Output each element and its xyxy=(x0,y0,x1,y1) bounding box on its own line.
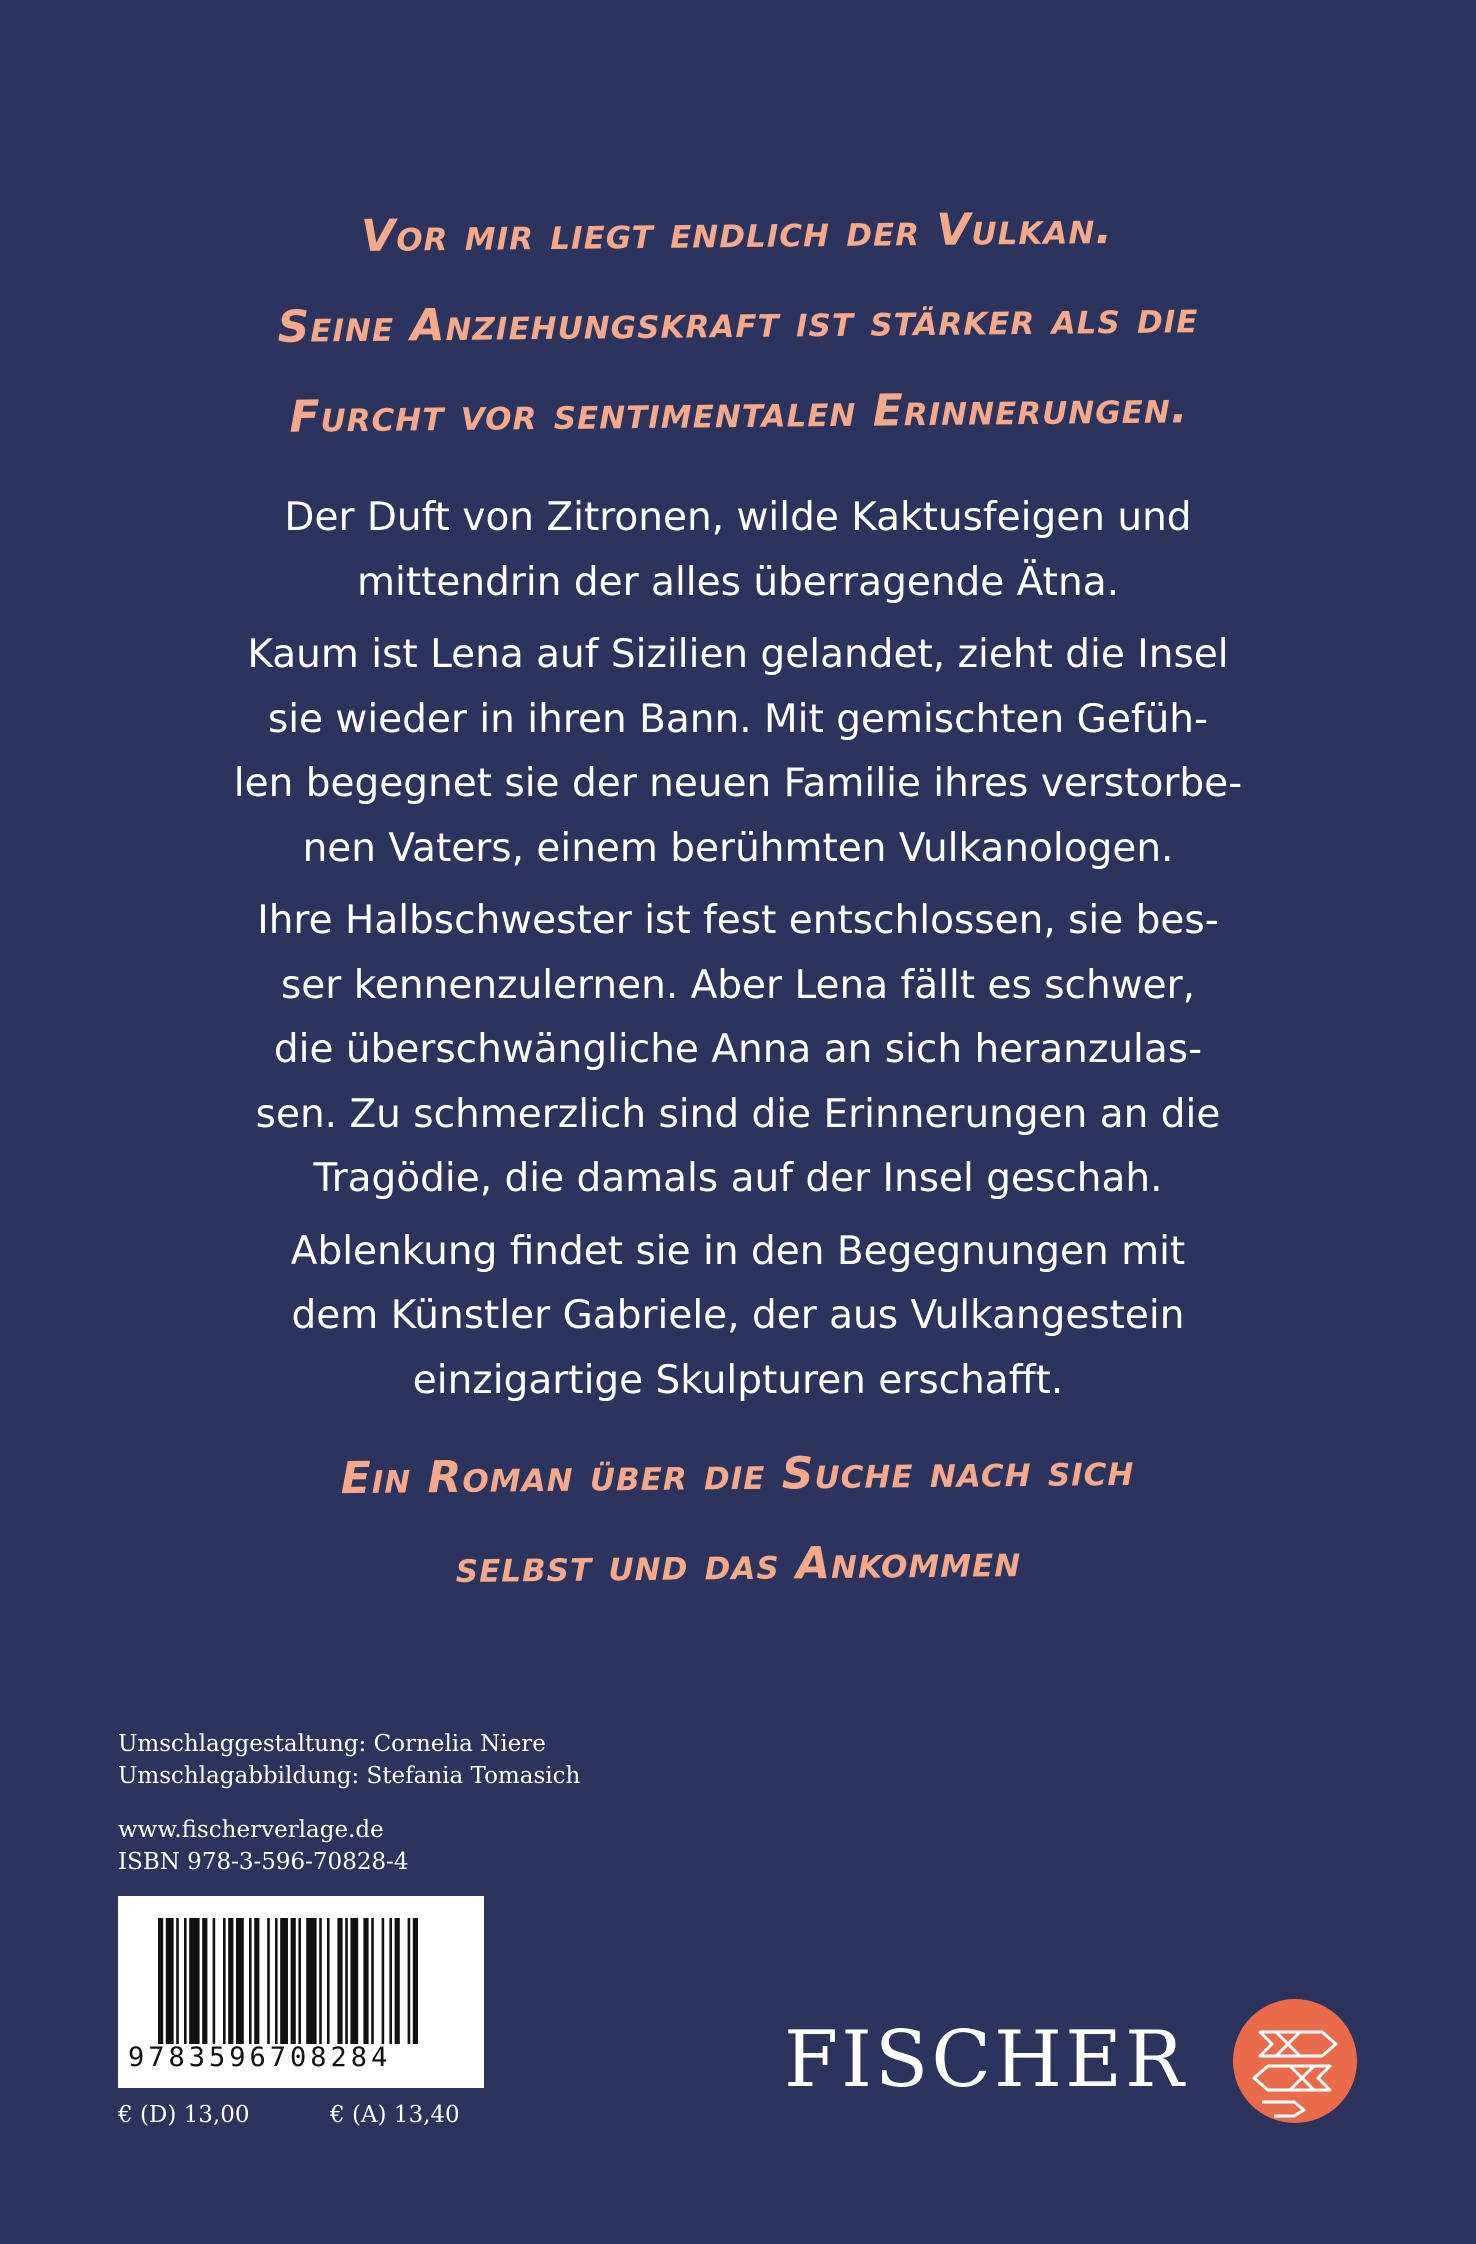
cover-design-credit: Umschlaggestaltung: Cornelia Niere xyxy=(118,1731,546,1757)
bottom-quote-line: selbst und das Ankommen xyxy=(455,1536,1022,1593)
isbn: ISBN 978-3-596-70828-4 xyxy=(118,1849,409,1875)
publisher-website: www.fischerverlage.de xyxy=(118,1817,384,1843)
blurb-line: sen. Zu schmerzlich sind die Erinnerungen an die xyxy=(255,1091,1221,1137)
fischer-fish-logo-icon xyxy=(1232,1998,1358,2124)
price-austria: € (A) 13,40 xyxy=(330,2102,460,2128)
blurb-paragraph xyxy=(200,1220,1276,1414)
blurb-line: Ablenkung findet sie in den Begegnungen mit xyxy=(290,1228,1186,1274)
top-quote-line: Seine Anziehungskraft ist stärker als die xyxy=(277,292,1199,353)
blurb-line: Tragödie, die damals auf der Insel geschah. xyxy=(313,1156,1163,1201)
barcode xyxy=(118,1896,484,2088)
blurb-text xyxy=(200,486,1276,1421)
price-germany: € (D) 13,00 xyxy=(118,2102,250,2128)
publisher-name: FISCHER xyxy=(784,2015,1187,2105)
blurb-paragraph xyxy=(200,889,1276,1212)
top-quote-line: Vor mir liegt endlich der Vulkan. xyxy=(360,203,1114,262)
blurb-line: mittendrin der alles überragende Ätna. xyxy=(357,559,1119,605)
blurb-line: die überschwängliche Anna an sich heranzulas- xyxy=(273,1027,1203,1072)
top-quote-line: Furcht vor sentimentalen Erinnerungen. xyxy=(289,382,1189,443)
spacer xyxy=(118,1792,580,1814)
bottom-quote xyxy=(159,1424,1317,1616)
blurb-line: einzigartige Skulpturen erschafft. xyxy=(412,1357,1064,1403)
blurb-line: sie wieder in ihren Bann. Mit gemischten Gefüh- xyxy=(267,696,1209,742)
barcode-bars xyxy=(158,1918,468,2044)
blurb-line: Der Duft von Zitronen, wilde Kaktusfeigen und xyxy=(284,495,1192,540)
blurb-line: Ihre Halbschwester ist fest entschlossen, sie bes- xyxy=(257,898,1219,943)
blurb-line: len begegnet sie der neuen Familie ihres verstorbe- xyxy=(233,761,1243,806)
blurb-line: ser kennenzulernen. Aber Lena fällt es schwer, xyxy=(280,962,1196,1008)
cover-image-credit: Umschlagabbildung: Stefania Tomasich xyxy=(118,1763,581,1789)
blurb-paragraph xyxy=(200,623,1276,881)
top-quote xyxy=(159,182,1318,464)
blurb-line: dem Künstler Gabriele, der aus Vulkangestein xyxy=(291,1293,1185,1338)
bottom-quote-line: Ein Roman über die Suche nach sich xyxy=(340,1444,1135,1505)
blurb-paragraph xyxy=(200,486,1276,615)
blurb-line: nen Vaters, einem berühmten Vulkanologen. xyxy=(302,825,1174,871)
barcode-digits: 9783596708284 xyxy=(128,2042,392,2073)
blurb-line: Kaum ist Lena auf Sizilien gelandet, zieht die Insel xyxy=(247,632,1229,677)
credits xyxy=(118,1728,580,1878)
